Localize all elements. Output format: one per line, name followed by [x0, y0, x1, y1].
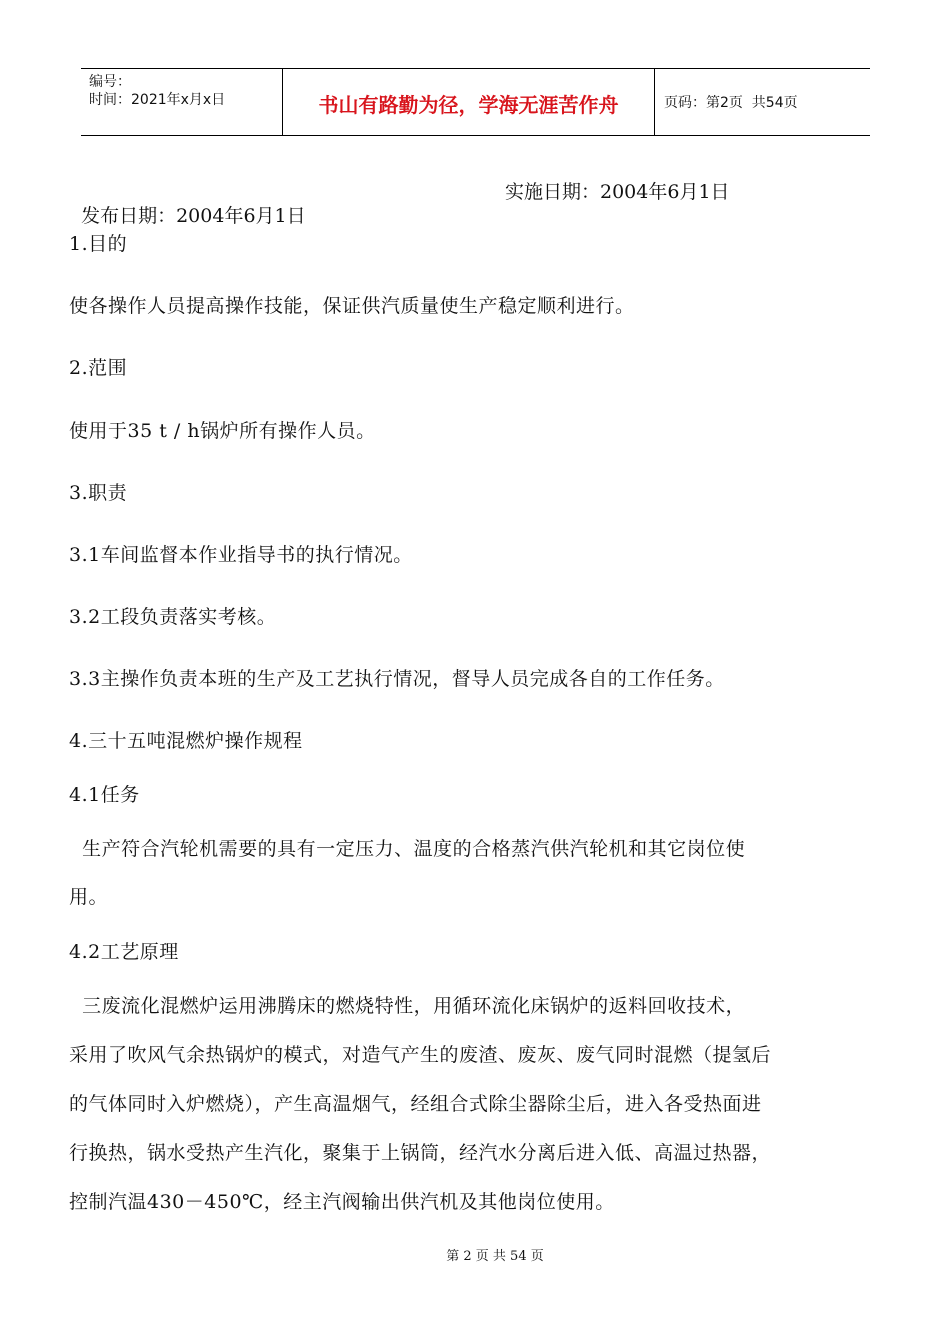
section-4-1-text-line: 用。	[69, 886, 109, 908]
section-4-title: 4.三十五吨混燃炉操作规程	[69, 730, 303, 752]
section-3-3: 3.3主操作负责本班的生产及工艺执行情况，督导人员完成各自的工作任务。	[69, 668, 725, 690]
section-4-2-text-line: 的气体同时入炉燃烧），产生高温烟气，经组合式除尘器除尘后，进入各受热面进	[69, 1093, 762, 1115]
section-4-1-title: 4.1任务	[69, 784, 140, 806]
section-3-2: 3.2工段负责落实考核。	[69, 606, 277, 628]
page-footer: 第 2 页 共 54 页	[446, 1249, 544, 1264]
header-motto: 书山有路勤为径，学海无涯苦作舟	[282, 69, 655, 135]
section-2-title: 2.范围	[69, 357, 128, 379]
section-1-text: 使各操作人员提高操作技能，保证供汽质量使生产稳定顺利进行。	[69, 295, 635, 317]
header-left-cell	[81, 69, 282, 135]
header-page-info: 页码：第2页 共54页	[664, 95, 798, 111]
section-4-2-title: 4.2工艺原理	[69, 941, 179, 963]
section-4-2-text-line: 三废流化混燃炉运用沸腾床的燃烧特性，用循环流化床锅炉的返料回收技术，	[69, 995, 746, 1017]
section-3-title: 3.职责	[69, 482, 128, 504]
document-time-label: 时间：2021年x月x日	[89, 92, 226, 108]
section-4-2-text-line: 行换热，锅水受热产生汽化，聚集于上锅筒，经汽水分离后进入低、高温过热器，	[69, 1142, 772, 1164]
publish-date: 发布日期：2004年6月1日	[81, 205, 306, 227]
header-page-info-cell	[655, 69, 870, 135]
section-4-2-text-line: 控制汽温430－450℃，经主汽阀输出供汽机及其他岗位使用。	[69, 1191, 615, 1213]
section-3-1: 3.1车间监督本作业指导书的执行情况。	[69, 544, 413, 566]
implement-date: 实施日期：2004年6月1日	[505, 181, 730, 203]
section-4-2-text-line: 采用了吹风气余热锅炉的模式，对造气产生的废渣、废灰、废气同时混燃（提氢后	[69, 1044, 772, 1066]
section-4-1-text-line: 生产符合汽轮机需要的具有一定压力、温度的合格蒸汽供汽轮机和其它岗位使	[69, 838, 746, 860]
document-number-label: 编号：	[89, 74, 131, 90]
section-2-text: 使用于35 t / h锅炉所有操作人员。	[69, 420, 376, 442]
section-1-title: 1.目的	[69, 233, 128, 255]
page-header	[81, 68, 870, 136]
